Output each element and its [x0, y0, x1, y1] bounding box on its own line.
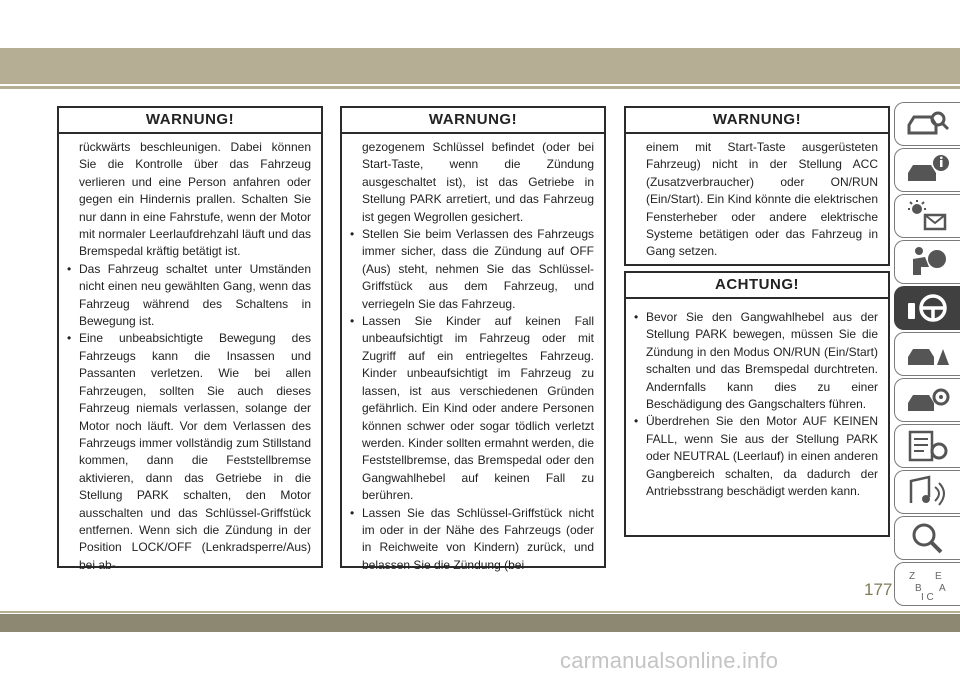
svg-text:Z: Z: [908, 571, 915, 582]
tab-safety[interactable]: [894, 240, 960, 284]
tab-index[interactable]: [894, 562, 960, 606]
caution-box: [624, 271, 890, 537]
tab-multimedia[interactable]: [894, 470, 960, 514]
footer-rule: [0, 611, 960, 613]
watermark: carmanualsonline.info: [560, 648, 779, 673]
paragraph: einem mit Start-Taste ausgerüsteten Fahrzeug) nicht in der Stellung ACC (Zusatzverbraucher) oder ON/RUN (Ein/Start). Ein Kind könnte die elektrischen Fensterheber oder andere elektrische Systeme betätigen oder das Fahrzeug in Gang setzen.: [646, 140, 878, 259]
warning-box-3-title: WARNUNG!: [626, 108, 888, 134]
tab-emergency[interactable]: [894, 332, 960, 376]
warning-box-3: [624, 106, 890, 266]
warning-box-1-title: WARNUNG!: [59, 108, 321, 134]
warning-lights-icon: [905, 199, 951, 233]
bullet-item: • Bevor Sie den Gangwahlhebel aus der Stellung PARK bewegen, müssen Sie die Zündung in den Modus ON/RUN (Ein/Start) schalten und das Bremspedal durchtreten. Andernfalls kann dies zu einer Beschädigung des Gangschalters führen.: [636, 309, 878, 413]
svg-text:E: E: [934, 571, 942, 582]
steering-wheel-icon: [905, 291, 951, 325]
svg-text:I C: I C: [920, 592, 934, 601]
svg-text:B: B: [914, 583, 922, 594]
warning-box-3-body: [626, 134, 888, 261]
page-number: 177: [864, 580, 893, 599]
airbag-safety-icon: [905, 245, 951, 279]
roadside-emergency-icon: [905, 337, 951, 371]
paragraph: gezogenem Schlüssel befindet (oder bei Start-Taste, wenn die Zündung ausgeschaltet ist), ist das Getriebe in Stellung PARK arretiert, und das Fahrzeug ist gegen Wegrollen gesichert.: [362, 140, 594, 224]
car-service-icon: [905, 383, 951, 417]
tab-car-info[interactable]: [894, 148, 960, 192]
car-info-icon: [905, 153, 951, 187]
tab-service[interactable]: [894, 378, 960, 422]
warning-box-1-body: [59, 134, 321, 574]
caution-box-body: [626, 299, 888, 500]
bullet-item: • Stellen Sie beim Verlassen des Fahrzeugs immer sicher, dass die Zündung auf OFF (Aus) steht, nehmen Sie das Schlüssel-Griffstück aus dem Fahrzeug, und verriegeln Sie das Fahrzeug.: [352, 226, 594, 313]
warning-box-1: [57, 106, 323, 572]
multimedia-icon: [905, 475, 951, 509]
bullet-item: • Das Fahrzeug schaltet unter Umständen nicht einen neu gewählten Gang, wenn das Fahrzeug während des Schaltens in Bewegung ist.: [69, 261, 311, 331]
footer-band: [0, 614, 960, 632]
tab-car-search[interactable]: [894, 102, 960, 146]
bullet-item: • Überdrehen Sie den Motor AUF KEINEN FALL, wenn Sie aus der Stellung PARK oder NEUTRAL (Leerlauf) in einen anderen Gangbereich schalten, da dadurch der Antriebsstrang beschädigt werden kann.: [636, 413, 878, 500]
warning-box-2-title: WARNUNG!: [342, 108, 604, 134]
bullet-item: • Eine unbeabsichtigte Bewegung des Fahrzeugs kann die Insassen und Passanten verletzen. Wie bei allen Fahrzeugen, sollten Sie auch dieses Fahrzeug niemals verlassen, solange der Motor noch läuft. Vor dem Verlassen des Fahrzeugs immer vollständig zum Stillstand kommen, dann die Feststellbremse aktivieren, dann das Getriebe in die Stellung PARK schalten, den Motor ausschalten und das Schlüssel-Griffstück entfernen. Wenn sich die Zündung in der Position LOCK/OFF (Lenkradsperre/Aus) bei ab-: [69, 330, 311, 574]
tab-maintenance[interactable]: [894, 424, 960, 468]
header-rule: [0, 86, 960, 89]
alphabetical-index-icon: [905, 567, 951, 601]
paragraph: rückwärts beschleunigen. Dabei können Sie die Kontrolle über das Fahrzeug verlieren und eine Person anfahren oder gegen ein Hindernis prallen. Schalten Sie nur dann in eine Fahrstufe, wenn der Motor mit normaler Leerlaufdrehzahl läuft und das Bremspedal kräftig betätigt ist.: [79, 140, 311, 259]
caution-box-title: ACHTUNG!: [626, 273, 888, 299]
warning-box-2: [340, 106, 606, 572]
car-search-icon: [905, 107, 951, 141]
svg-text:A: A: [938, 583, 946, 594]
bullet-item: • Lassen Sie Kinder auf keinen Fall unbeaufsichtigt im Fahrzeug oder mit Zugriff auf ein entriegeltes Fahrzeug. Kinder unbeaufsichtigt im Fahrzeug zu lassen, ist aus verschiedenen Gründen gefährlich. Ein Kind oder andere Personen können schwer oder sogar tödlich verletzt werden. Kinder sollten ermahnt werden, die Feststellbremse, das Bremspedal oder den Gangwahlhebel auf keinen Fall zu berühren.: [352, 313, 594, 504]
maintenance-list-icon: [905, 429, 951, 463]
warning-box-2-body: [342, 134, 604, 574]
bullet-item: • Lassen Sie das Schlüssel-Griffstück nicht im oder in der Nähe des Fahrzeugs (oder in Reichweite von Kindern) zurück, und belassen Sie die Zündung (bei: [352, 505, 594, 575]
header-band: [0, 48, 960, 84]
tab-driving[interactable]: [894, 286, 960, 330]
tab-warning-lights[interactable]: [894, 194, 960, 238]
tab-search[interactable]: [894, 516, 960, 560]
magnifier-icon: [905, 521, 951, 555]
